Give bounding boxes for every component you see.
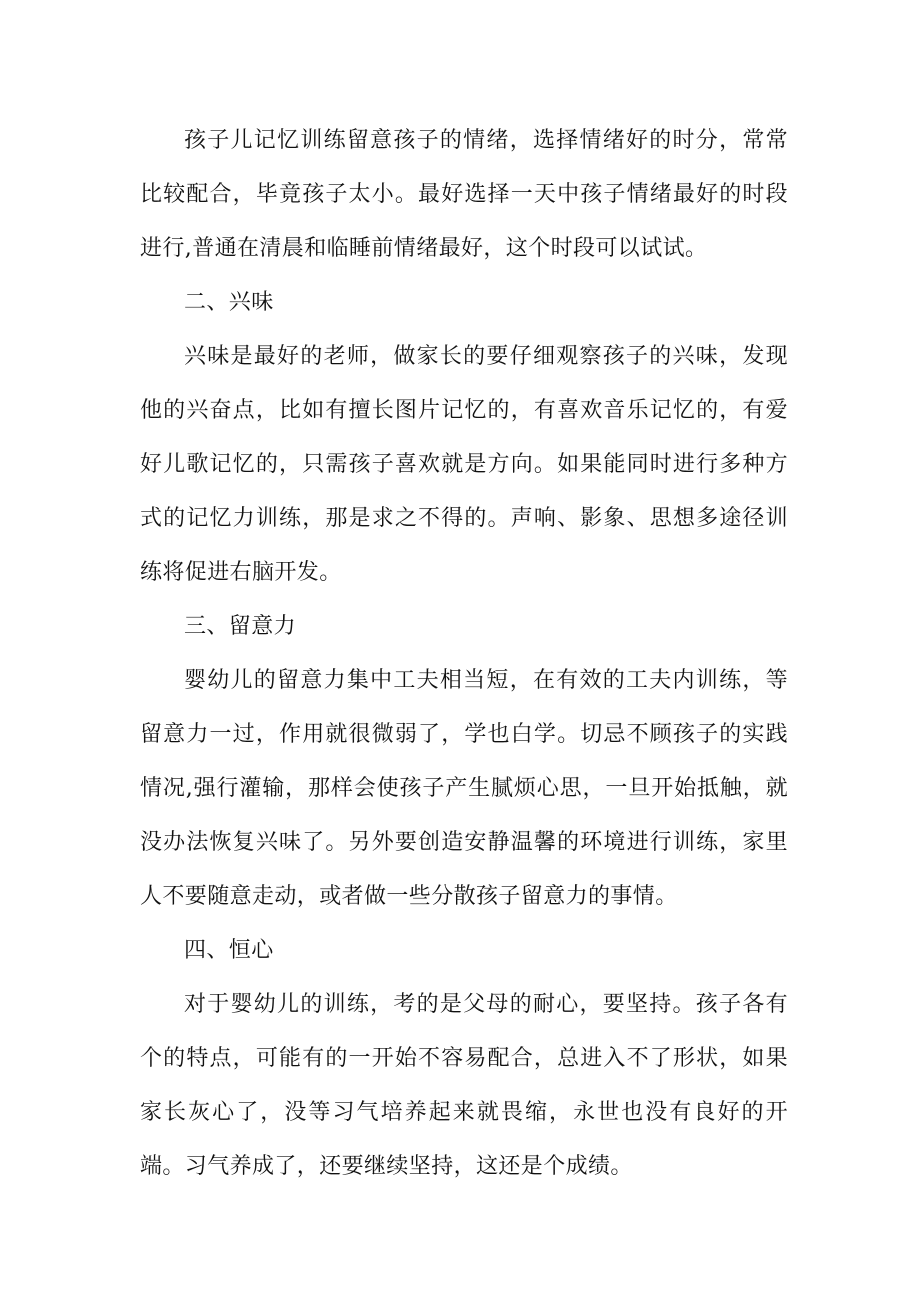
section-heading-interest: 二、兴味 [184, 290, 274, 315]
paragraph-attention: 婴幼儿的留意力集中工夫相当短，在有效的工夫内训练，等留意力一过，作用就很微弱了，学也白学。切忌不顾孩子的实践情况,强行灌输，那样会使孩子产生腻烦心思，一旦开始抵触，就没办法恢复兴味了。另外要创造安静温馨的环境进行训练，家里人不要随意走动，或者做一些分散孩子留意力的事情。 [140, 668, 788, 909]
paragraph-interest: 兴味是最好的老师，做家长的要仔细观察孩子的兴味，发现他的兴奋点，比如有擅长图片记忆的，有喜欢音乐记忆的，有爱好儿歌记忆的，只需孩子喜欢就是方向。如果能同时进行多种方式的记忆力训练，那是求之不得的。声响、影象、思想多途径训练将促进右脑开发。 [140, 344, 788, 585]
section-heading-perseverance: 四、恒心 [184, 938, 274, 963]
document-page [140, 114, 788, 1194]
paragraph-perseverance: 对于婴幼儿的训练，考的是父母的耐心，要坚持。孩子各有个的特点，可能有的一开始不容易配合，总进入不了形状，如果家长灰心了，没等习气培养起来就畏缩，永世也没有良好的开端。习气养成了，还要继续坚持，这还是个成绩。 [140, 992, 788, 1179]
paragraph-intro: 孩子儿记忆训练留意孩子的情绪，选择情绪好的时分，常常比较配合，毕竟孩子太小。最好选择一天中孩子情绪最好的时段进行,普通在清晨和临睡前情绪最好，这个时段可以试试。 [140, 128, 788, 261]
section-heading-attention: 三、留意力 [184, 614, 297, 639]
